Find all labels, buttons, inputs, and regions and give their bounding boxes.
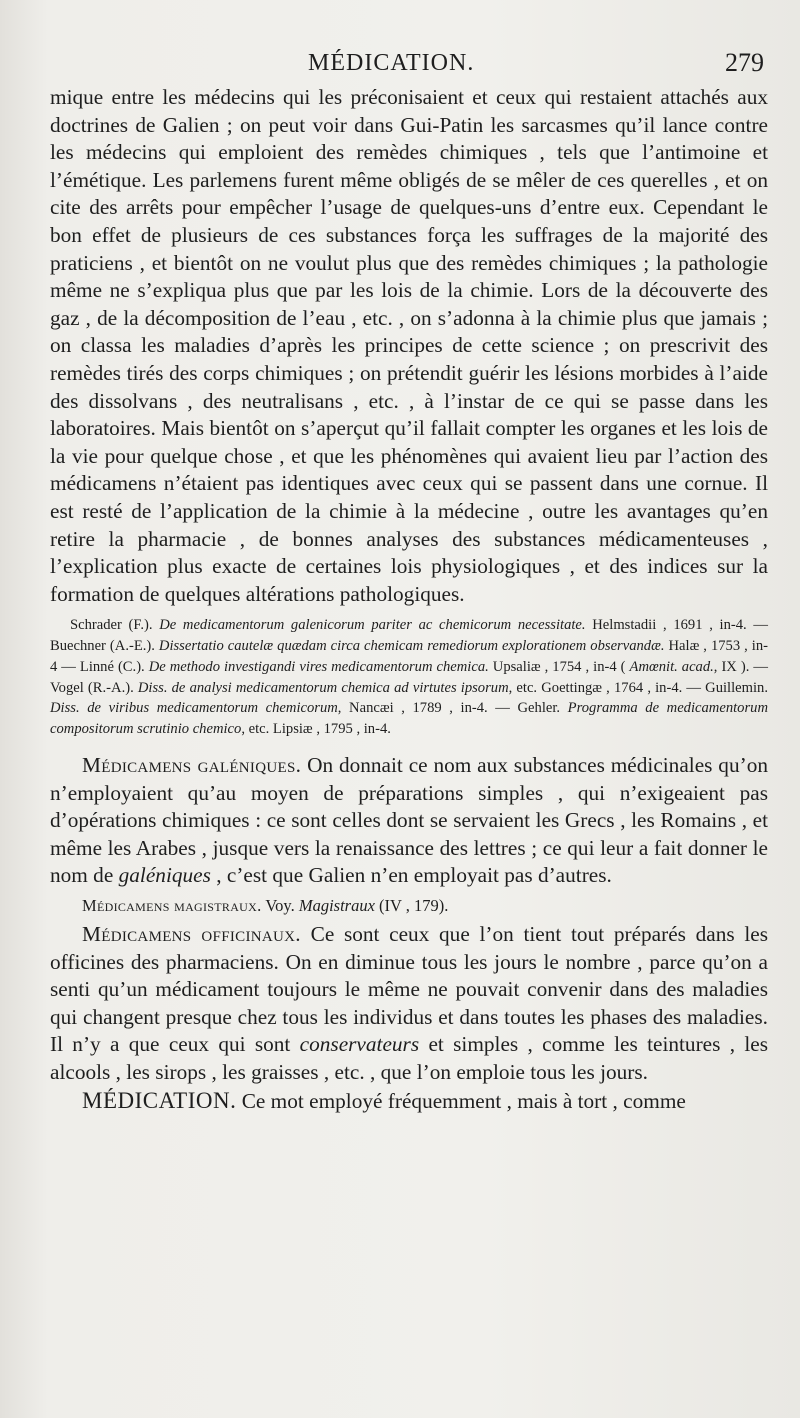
ref-imprint: Helmstadii , 1691 , in-4. — Buechner (A.-E.).: [50, 617, 768, 655]
entry-text: Ce sont ceux que l’on tient tout préparés dans les officines des pharmaciens. On en diminue tous les jours le nombre , parce qu’on a senti qu’un médicament toujours le même ne pouvait convenir dans des maladies qui changent presque chez tous les individus et dans toutes les phases des maladies. Il n’y a que ceux qui sont: [50, 922, 769, 1057]
entry-text: Voy.: [265, 896, 295, 916]
ref-title: Diss. de viribus medicamentorum chemicorum: [50, 700, 338, 717]
entry-heading: Médicamens magistraux.: [82, 896, 262, 916]
entry-text: et simples , comme les teintures , les alcools , les sirops , les graisses , etc. , que l’on emploie tous les jours.: [50, 1032, 769, 1084]
ref-title: De methodo investigandi vires medicamentorum chemica.: [148, 658, 489, 675]
ref-title: Programma de medicamentorum compositorum scrutinio chemico: [50, 700, 768, 738]
ref-title: Dissertatio cautelæ quædam circa chemicam remediorum explorationem observandæ.: [158, 638, 665, 655]
entry-text: Ce mot employé fréquemment , mais à tort , comme: [241, 1088, 686, 1113]
ref-title: De medicamentorum galenicorum pariter ac chemicorum necessitate.: [159, 617, 586, 634]
bibliography-references: [50, 615, 768, 740]
entry-text: , c’est que Galien n’en employait pas d’autres.: [216, 863, 612, 888]
ref-imprint: Halæ , 1753 , in-4 — Linné (C.).: [50, 638, 768, 675]
entry-medicamens-galeniques: [50, 752, 768, 890]
ref-imprint: , Nancæi , 1789 , in-4. — Gehler.: [337, 700, 561, 717]
ref-title: Amœnit. acad.: [629, 658, 714, 675]
entry-emphasis: galéniques: [118, 863, 211, 888]
entry-heading: Médicamens officinaux.: [82, 922, 301, 947]
entry-medicamens-magistraux: [50, 894, 768, 918]
entry-medication: [50, 1087, 768, 1116]
running-title: MÉDICATION.: [308, 50, 475, 76]
entry-medicamens-officinaux: [50, 921, 768, 1087]
ref-imprint: , etc. Goettingæ , 1764 , in-4. — Guillemin.: [508, 679, 768, 696]
page-number: 279: [725, 48, 764, 77]
entry-text: On donnait ce nom aux substances médicinales qu’on n’employaient qu’au moyen de préparations simples , qui n’exigeaient pas d’opérations chimiques : ce sont celles dont se servaient les Grecs , les Romains , et même les Arabes , jusque vers la renaissance des lettres ; ce qui leur a fait donner le nom de: [50, 753, 768, 888]
entry-heading: MÉDICATION.: [82, 1087, 237, 1113]
entry-heading: Médicamens galéniques.: [82, 753, 302, 778]
ref-title: Diss. de analysi medicamentorum chemica ad virtutes ipsorum: [137, 679, 509, 696]
ref-author: Schrader (F.).: [70, 617, 153, 634]
ref-imprint: , IX ). — Vogel (R.-A.).: [50, 658, 768, 696]
cross-reference-location: (IV , 179).: [379, 896, 449, 916]
body-text: [50, 84, 768, 1115]
ref-imprint: , etc. Lipsiæ , 1795 , in-4.: [241, 721, 391, 738]
page-header: [50, 48, 768, 84]
cross-reference: Magistraux: [298, 896, 375, 916]
paragraph-chemistry-history: mique entre les médecins qui les préconisaient et ceux qui restaient attachés aux doctrines de Galien ; on peut voir dans Gui-Patin les sarcasmes qu’il lance contre les médecins qui emploient des remèdes chimiques , tels que l’antimoine et l’émétique. Les parlemens furent même obligés de se mêler de ces querelles , et on cite des arrêts pour empêcher l’usage de quelques-uns d’entre eux. Cependant le bon effet de plusieurs de ces substances força les suffrages de la majorité des praticiens , et bientôt on ne voulut plus que des remèdes chimiques ; la pathologie même ne s’expliqua plus que par les lois de la chimie. Lors de la découverte des gaz , de la décomposition de l’eau , etc. , on s’adonna à la chimie plus que jamais ; on classa les maladies d’après les principes de cette science ; on prescrivit des remèdes tirés des corps chimiques ; on prétendit guérir les lésions morbides à l’aide des dissolvans , des neutralisans , etc. , à l’instar de ce qui se passe dans les laboratoires. Mais bientôt on s’aperçut qu’il fallait compter les organes et les lois de la vie pour quelque chose , et que les phénomènes qui avaient lieu par l’action des médicamens n’étaient pas identiques avec ceux qui se passent dans une cornue. Il est resté de l’application de la chimie à la médecine , outre les avantages qu’en retire la pharmacie , de bonnes analyses des substances médicamenteuses , l’explication plus exacte de certaines lois physiologiques , et des indices sur la formation de quelques altérations pathologiques.: [50, 85, 768, 606]
ref-imprint: Upsaliæ , 1754 , in-4 (: [492, 658, 626, 675]
entry-emphasis: conservateurs: [299, 1032, 420, 1057]
